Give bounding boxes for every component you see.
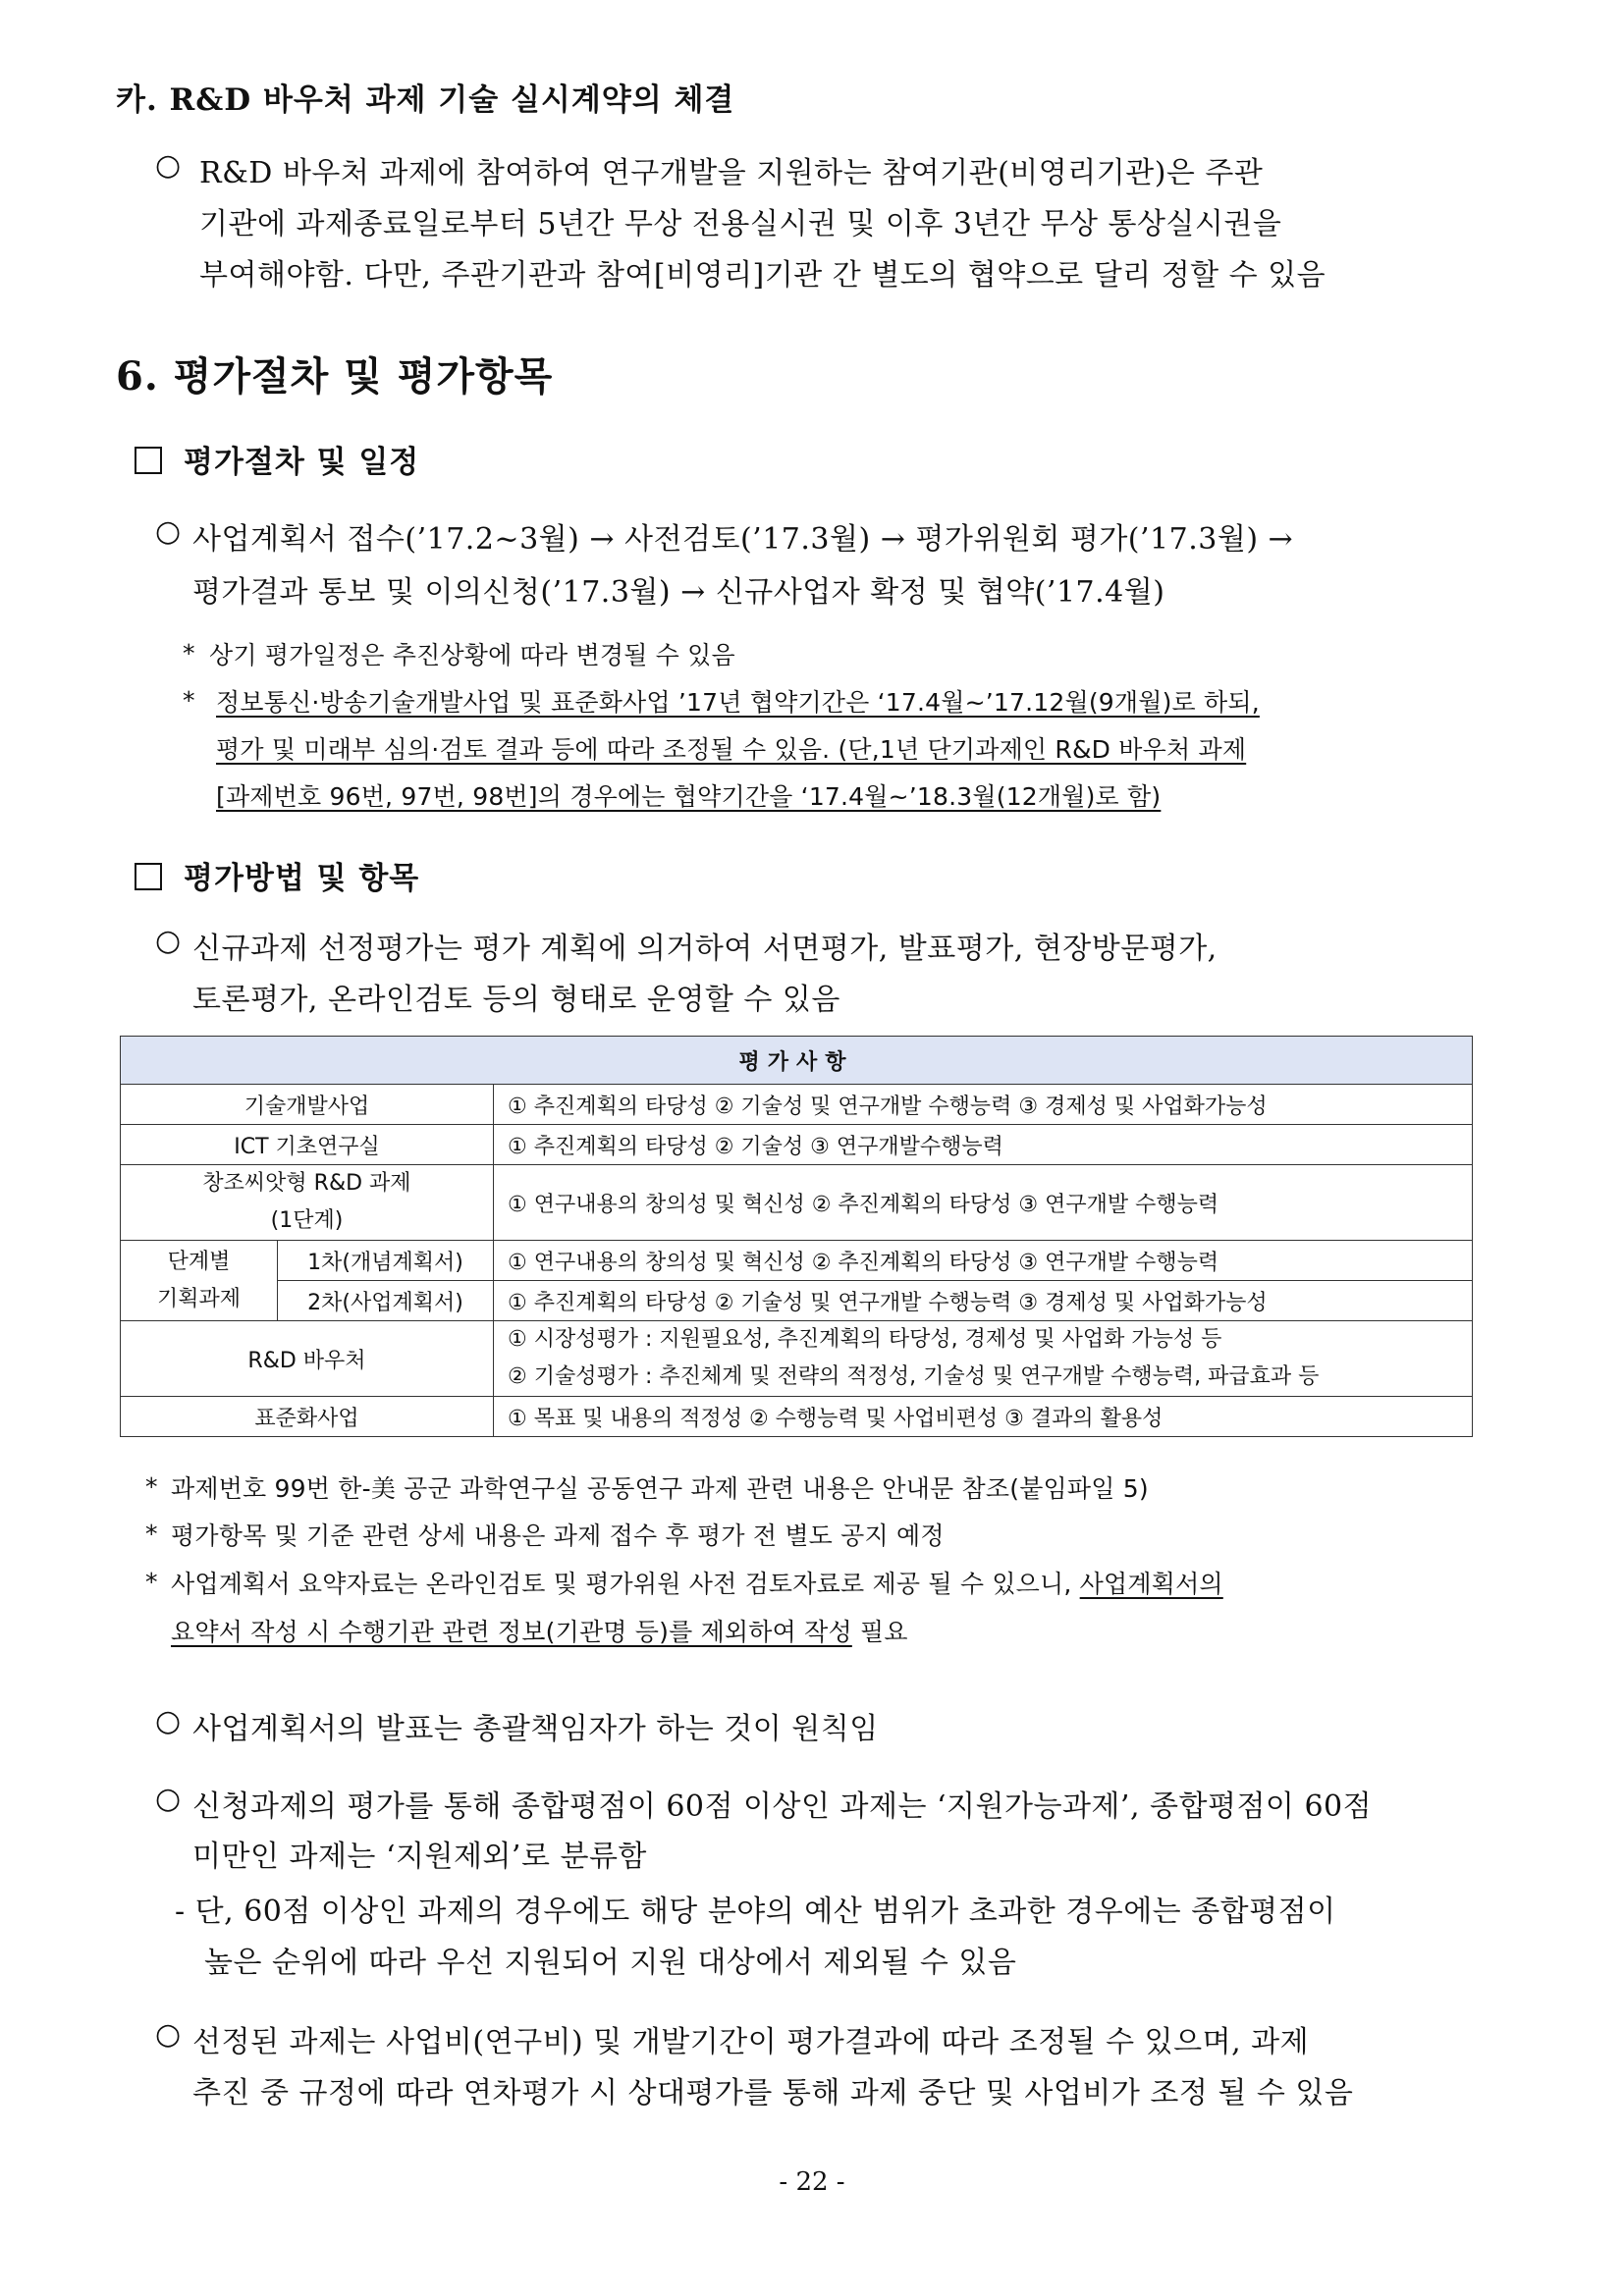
procedure-note-2-line-2: 평가 및 미래부 심의·검토 결과 등에 따라 조정될 수 있음. (단,1년 단기과제인 R&D 바우처 과제 — [216, 735, 1247, 764]
after-note-3-line-2 — [171, 1613, 908, 1648]
paragraph-2-sub-line-2: 높은 순위에 따라 우선 지원되어 지원 대상에서 제외될 수 있음 — [204, 1946, 1017, 1980]
circle-bullet: ○ — [155, 148, 182, 183]
circle-bullet: ○ — [155, 1704, 182, 1738]
circle-bullet: ○ — [155, 2017, 182, 2052]
after-note-1: 과제번호 99번 한-美 공군 과학연구실 공동연구 과제 관련 내용은 안내문 참조(붙임파일 5) — [171, 1474, 1149, 1503]
paragraph-3-line-2: 추진 중 규정에 따라 연차평가 시 상대평가를 통해 과제 중단 및 사업비가 조정 될 수 있음 — [192, 2076, 1354, 2110]
method-heading-text: 평가방법 및 항목 — [184, 861, 420, 896]
method-line-2: 토론평가, 온라인검토 등의 형태로 운영할 수 있음 — [192, 983, 840, 1017]
after-note-3-part-d: 필요 — [851, 1618, 908, 1646]
checkbox-square-icon — [135, 447, 162, 474]
after-note-3-part-c: 요약서 작성 시 수행기관 관련 정보(기관명 등)를 제외하여 작성 — [171, 1618, 852, 1646]
procedure-heading-text: 평가절차 및 일정 — [184, 445, 420, 480]
ka-line-2: 기관에 과제종료일로부터 5년간 무상 전용실시권 및 이후 3년간 무상 통상실시권을 — [199, 207, 1282, 241]
section-6-heading: 6. 평가절차 및 평가항목 — [116, 353, 554, 400]
row-sublabel-staged-second: 2차(사업계획서) — [278, 1281, 494, 1321]
row-label-staged-line-1: 단계별 — [167, 1249, 231, 1274]
row-label-tech-dev: 기술개발사업 — [121, 1085, 494, 1125]
row-label-staged-line-2: 기획과제 — [156, 1286, 241, 1311]
paragraph-1: 사업계획서의 발표는 총괄책임자가 하는 것이 원칙임 — [192, 1712, 879, 1746]
note-mark: * — [145, 1568, 158, 1596]
after-note-2: 평가항목 및 기준 관련 상세 내용은 과제 접수 후 평가 전 별도 공지 예정 — [171, 1522, 945, 1550]
section-ka-heading: 카. R&D 바우처 과제 기술 실시계약의 체결 — [116, 82, 735, 118]
row-label-seed — [121, 1165, 494, 1241]
row-value-ict: ① 추진계획의 타당성 ② 기술성 ③ 연구개발수행능력 — [494, 1125, 1473, 1165]
after-note-3-part-a: 사업계획서 요약자료는 온라인검토 및 평가위원 사전 검토자료로 제공 될 수 있으니, — [171, 1570, 1080, 1598]
method-heading — [135, 853, 419, 897]
page-number: - 22 - — [779, 2167, 845, 2197]
method-line-1: 신규과제 선정평가는 평가 계획에 의거하여 서면평가, 발표평가, 현장방문평가, — [192, 932, 1218, 966]
checkbox-square-icon — [135, 863, 162, 890]
ka-line-1: R&D 바우처 과제에 참여하여 연구개발을 지원하는 참여기관(비영리기관)은 주관 — [199, 156, 1264, 190]
procedure-note-2-line-3: [과제번호 96번, 97번, 98번]의 경우에는 협약기간을 ‘17.4월~’18.3월(12개월)로 함) — [216, 782, 1162, 811]
ka-line-3: 부여해야함. 다만, 주관기관과 참여[비영리]기관 간 별도의 협약으로 달리 정할 수 있음 — [199, 258, 1326, 293]
table-row — [121, 1397, 1473, 1437]
row-label-ict: ICT 기초연구실 — [121, 1125, 494, 1165]
paragraph-3-line-1: 선정된 과제는 사업비(연구비) 및 개발기간이 평가결과에 따라 조정될 수 있으며, 과제 — [192, 2025, 1310, 2059]
table-row — [121, 1165, 1473, 1241]
note-mark: * — [183, 639, 195, 667]
row-value-staged-first: ① 연구내용의 창의성 및 혁신성 ② 추진계획의 타당성 ③ 연구개발 수행능력 — [494, 1241, 1473, 1281]
after-note-3-part-b: 사업계획서의 — [1079, 1570, 1223, 1598]
paragraph-2-sub-line-1: - 단, 60점 이상인 과제의 경우에도 해당 분야의 예산 범위가 초과한 경우에는 종합평점이 — [175, 1895, 1336, 1929]
row-value-staged-second: ① 추진계획의 타당성 ② 기술성 및 연구개발 수행능력 ③ 경제성 및 사업화가능성 — [494, 1281, 1473, 1321]
row-value-seed: ① 연구내용의 창의성 및 혁신성 ② 추진계획의 타당성 ③ 연구개발 수행능력 — [494, 1165, 1473, 1241]
row-value-standard: ① 목표 및 내용의 적정성 ② 수행능력 및 사업비편성 ③ 결과의 활용성 — [494, 1397, 1473, 1437]
row-value-voucher-line-1: ① 시장성평가 : 지원필요성, 추진계획의 타당성, 경제성 및 사업화 가능성 등 — [508, 1327, 1222, 1352]
procedure-note-2-line-1: 정보통신·방송기술개발사업 및 표준화사업 ’17년 협약기간은 ‘17.4월~’17.12월(9개월)로 하되, — [216, 688, 1260, 717]
note-mark: * — [183, 686, 195, 715]
table-row — [121, 1125, 1473, 1165]
circle-bullet: ○ — [155, 924, 182, 958]
row-label-voucher: R&D 바우처 — [121, 1321, 494, 1397]
row-label-staged — [121, 1241, 278, 1321]
row-label-seed-line-2: (1단계) — [270, 1208, 344, 1233]
row-sublabel-staged-first: 1차(개념계획서) — [278, 1241, 494, 1281]
table-row — [121, 1241, 1473, 1281]
procedure-heading — [135, 437, 419, 481]
after-note-3-line-1 — [171, 1565, 1223, 1600]
circle-bullet: ○ — [155, 514, 182, 549]
table-row — [121, 1321, 1473, 1397]
evaluation-table — [120, 1036, 1473, 1437]
table-row — [121, 1085, 1473, 1125]
paragraph-2-line-1: 신청과제의 평가를 통해 종합평점이 60점 이상인 과제는 ‘지원가능과제’, 종합평점이 60점 — [192, 1789, 1373, 1824]
procedure-line-1: 사업계획서 접수(’17.2~3월) → 사전검토(’17.3월) → 평가위원회 평가(’17.3월) → — [192, 522, 1294, 557]
table-header: 평가사항 — [121, 1037, 1473, 1085]
paragraph-2-line-2: 미만인 과제는 ‘지원제외’로 분류함 — [192, 1840, 647, 1874]
note-mark: * — [145, 1472, 158, 1501]
note-mark: * — [145, 1520, 158, 1548]
row-value-voucher — [494, 1321, 1473, 1397]
row-value-voucher-line-2: ② 기술성평가 : 추진체계 및 전략의 적정성, 기술성 및 연구개발 수행능력, 파급효과 등 — [508, 1364, 1320, 1389]
row-value-tech-dev: ① 추진계획의 타당성 ② 기술성 및 연구개발 수행능력 ③ 경제성 및 사업화가능성 — [494, 1085, 1473, 1125]
table-row — [121, 1281, 1473, 1321]
row-label-standard: 표준화사업 — [121, 1397, 494, 1437]
procedure-line-2: 평가결과 통보 및 이의신청(’17.3월) → 신규사업자 확정 및 협약(’17.4월) — [192, 575, 1165, 610]
procedure-note-1: 상기 평가일정은 추진상황에 따라 변경될 수 있음 — [209, 641, 735, 669]
row-label-seed-line-1: 창조씨앗형 R&D 과제 — [202, 1171, 411, 1196]
circle-bullet: ○ — [155, 1782, 182, 1816]
